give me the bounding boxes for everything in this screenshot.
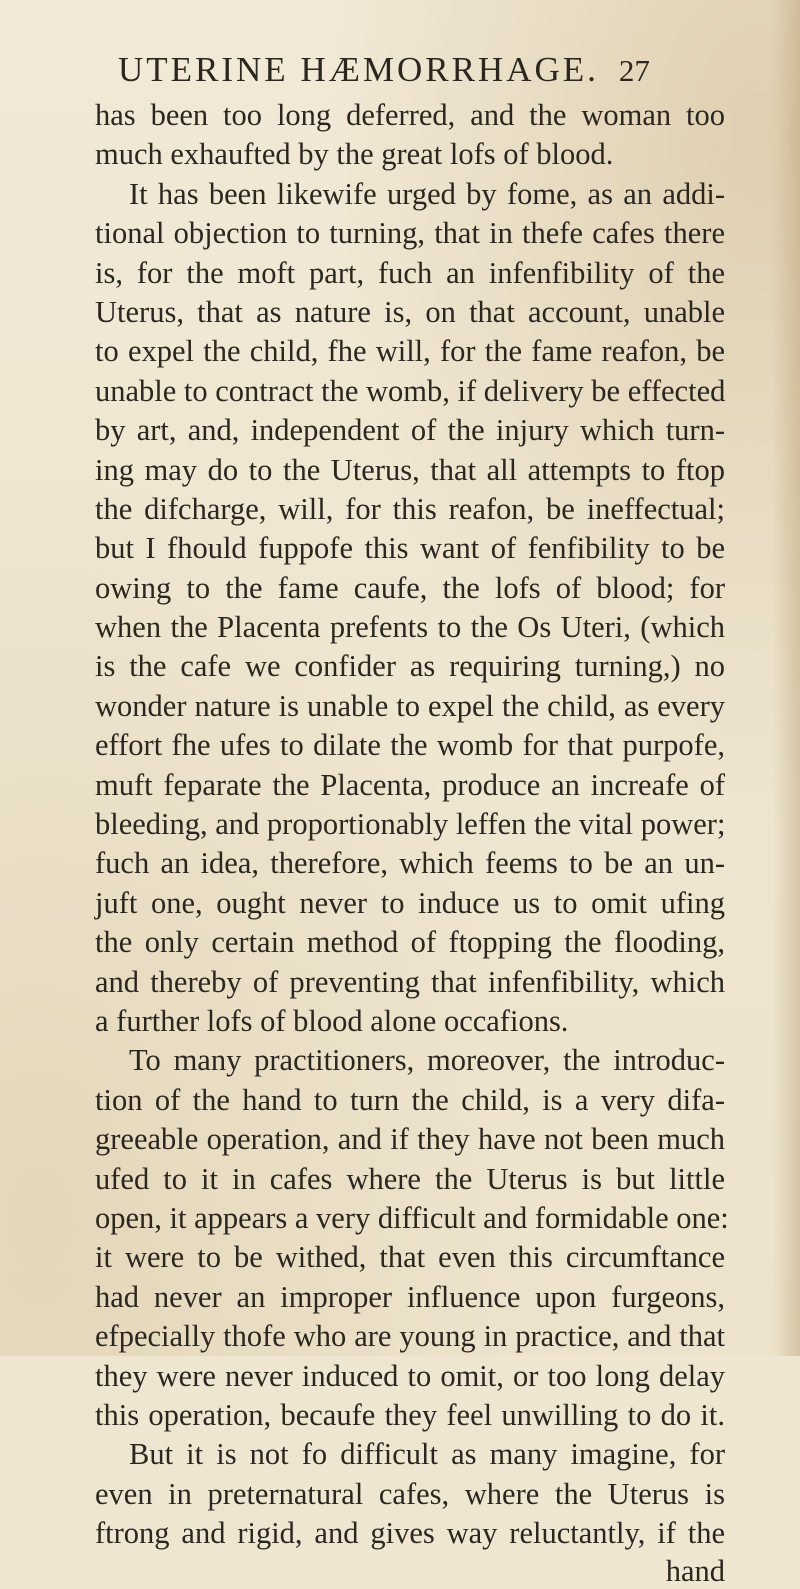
text-line: tion of the hand to turn the child, is a very difa- <box>95 1082 725 1117</box>
text-line: bleeding, and proportionably leffen the vital power; <box>95 807 726 842</box>
text-line: open, it appears a very difficult and formidable one: <box>95 1200 729 1235</box>
text-line: much exhaufted by the great lofs of blood. <box>95 137 614 172</box>
text-line: a further lofs of blood alone occafions. <box>95 1003 569 1038</box>
text-line: ing may do to the Uterus, that all attempts to ftop <box>95 452 725 487</box>
text-line: the difcharge, will, for this reafon, be ineffectual; <box>95 491 725 526</box>
text-line: ufed to it in cafes where the Uterus is but little <box>95 1161 725 1196</box>
page-edge-shadow <box>772 0 800 1356</box>
text-line: Uterus, that as nature is, on that account, unable <box>95 294 725 329</box>
text-line: muft feparate the Placenta, produce an increafe of <box>95 767 725 802</box>
text-line: and thereby of preventing that infenfibility, which <box>95 964 725 999</box>
text-line: tional objection to turning, that in thefe cafes there <box>95 216 725 251</box>
body-text <box>95 96 729 1589</box>
text-line: is, for the moft part, fuch an infenfibility of the <box>95 255 725 290</box>
text-line: even in preternatural cafes, where the Uterus is <box>95 1476 725 1511</box>
text-line: effort fhe ufes to dilate the womb for that purpofe, <box>95 728 725 763</box>
paragraph-start-line: To many practitioners, moreover, the introduc- <box>129 1043 725 1078</box>
text-line: juft one, ought never to induce us to omit ufing <box>95 885 725 920</box>
text-line: has been too long deferred, and the woman too <box>95 98 725 132</box>
text-line: wonder nature is unable to expel the child, as every <box>95 688 725 723</box>
text-line: ftrong and rigid, and gives way reluctantly, if the <box>95 1516 725 1551</box>
text-line: greeable operation, and if they have not been much <box>95 1122 725 1157</box>
text-line: efpecially thofe who are young in practice, and that <box>95 1319 725 1354</box>
text-line: fuch an idea, therefore, which feems to be an un- <box>95 846 725 881</box>
text-line: is the cafe we confider as requiring turning,) no <box>95 649 725 684</box>
text-line: the only certain method of ftopping the flooding, <box>95 925 725 960</box>
text-line: owing to the fame caufe, the lofs of blood; for <box>95 570 725 605</box>
text-line: by art, and, independent of the injury which turn- <box>95 413 725 448</box>
text-line: it were to be withed, that even this circumftance <box>95 1240 725 1275</box>
page-header <box>118 50 718 90</box>
text-line: to expel the child, fhe will, for the fame reafon, be <box>95 334 725 369</box>
text-line: had never an improper influence upon furgeons, <box>95 1279 725 1314</box>
text-line: unable to contract the womb, if delivery be effected <box>95 373 726 408</box>
text-line: they were never induced to omit, or too long delay <box>95 1358 725 1393</box>
text-line: when the Placenta prefents to the Os Uteri, (which <box>95 610 725 645</box>
page-number: 27 <box>618 53 650 88</box>
catchword: hand <box>665 1554 725 1589</box>
text-line: but I fhould fuppofe this want of fenfibility to be <box>95 531 725 566</box>
text-line: this operation, becaufe they feel unwilling to do it. <box>95 1397 725 1432</box>
paragraph-start-line: But it is not fo difficult as many imagine, for <box>129 1437 725 1472</box>
paragraph-start-line: It has been likewife urged by fome, as an addi- <box>129 176 725 211</box>
running-title: UTERINE HÆMORRHAGE. <box>118 50 599 89</box>
